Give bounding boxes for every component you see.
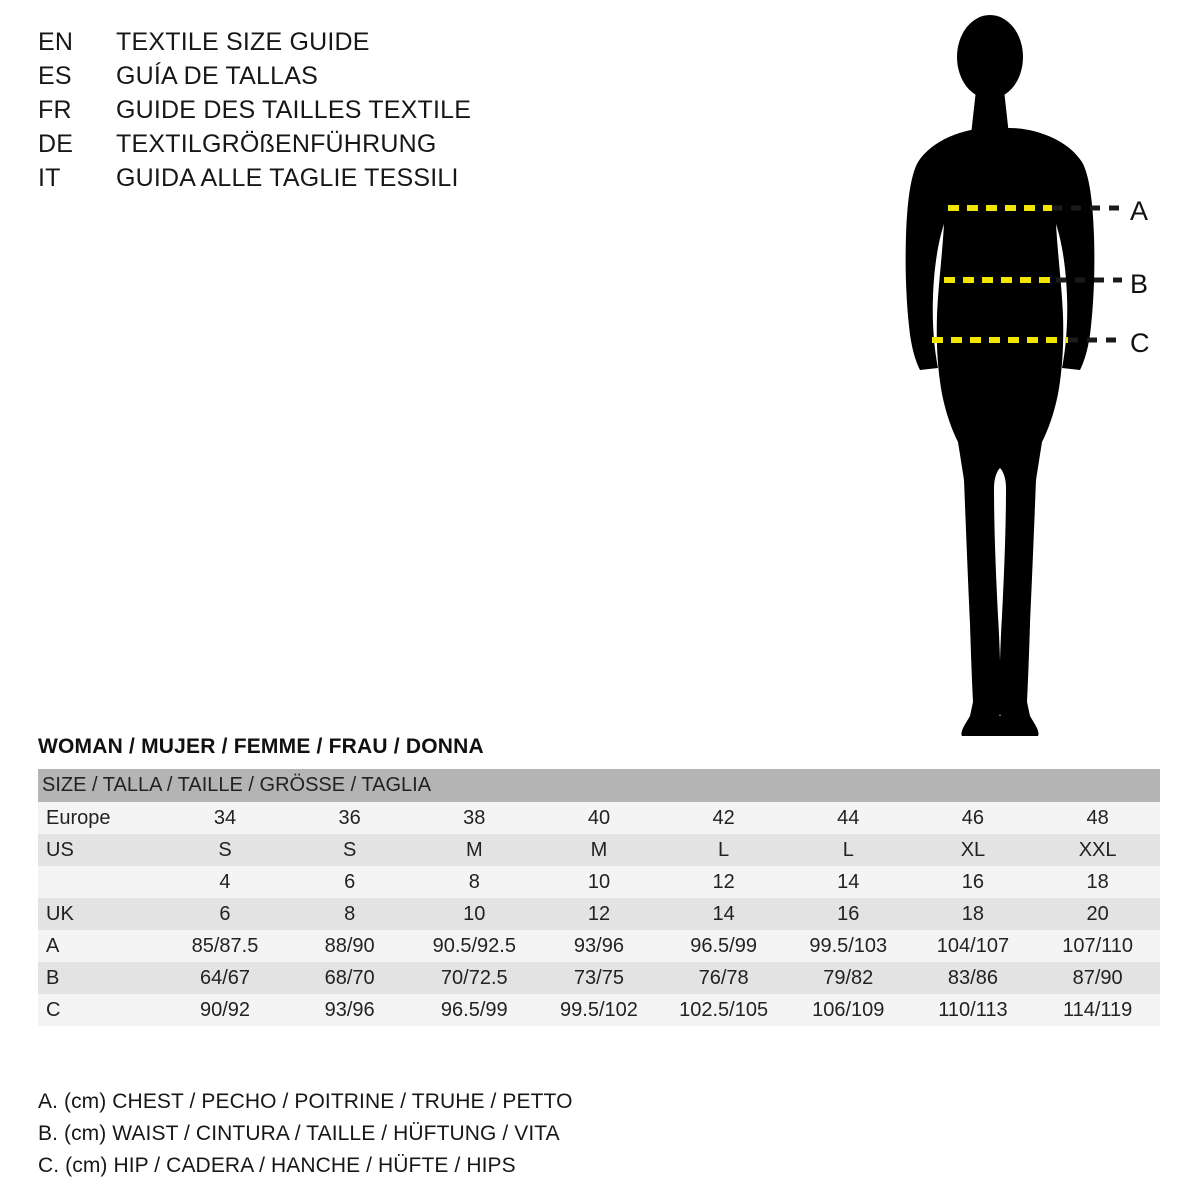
language-title: TEXTILGRÖßENFÜHRUNG (116, 130, 437, 158)
table-row (38, 802, 1160, 834)
table-cell: 46 (911, 802, 1036, 834)
figure-label-a: A (1130, 196, 1149, 226)
size-table-section (38, 735, 1160, 1026)
table-cell: 40 (537, 802, 662, 834)
table-cell: 99.5/103 (786, 930, 911, 962)
table-cell: 10 (537, 866, 662, 898)
language-title: GUIDE DES TAILLES TEXTILE (116, 96, 472, 124)
table-cell: 12 (661, 866, 786, 898)
table-cell: 12 (537, 898, 662, 930)
table-header-label: SIZE / TALLA / TAILLE / GRÖSSE / TAGLIA (38, 769, 1160, 802)
table-cell: 42 (661, 802, 786, 834)
table-header-row (38, 769, 1160, 802)
row-label: C (38, 994, 163, 1026)
table-row (38, 898, 1160, 930)
female-body-silhouette-icon (860, 10, 1190, 750)
language-code: EN (38, 28, 74, 56)
row-label: A (38, 930, 163, 962)
table-cell: 16 (911, 866, 1036, 898)
table-caption: WOMAN / MUJER / FEMME / FRAU / DONNA (38, 735, 484, 758)
table-cell: M (412, 834, 537, 866)
table-cell: 38 (412, 802, 537, 834)
language-title: GUÍA DE TALLAS (116, 62, 318, 90)
table-cell: L (661, 834, 786, 866)
table-row (38, 866, 1160, 898)
table-cell: 64/67 (163, 962, 288, 994)
table-cell: 90/92 (163, 994, 288, 1026)
table-cell: 48 (1035, 802, 1160, 834)
table-cell: 114/119 (1035, 994, 1160, 1026)
table-cell: 83/86 (911, 962, 1036, 994)
table-cell: 68/70 (287, 962, 412, 994)
table-cell: 70/72.5 (412, 962, 537, 994)
row-label (38, 866, 163, 898)
table-cell: 14 (786, 866, 911, 898)
table-cell: XXL (1035, 834, 1160, 866)
language-row (38, 130, 658, 164)
table-cell: 8 (287, 898, 412, 930)
language-header-block (38, 28, 658, 198)
table-cell: XL (911, 834, 1036, 866)
table-cell: 96.5/99 (412, 994, 537, 1026)
body-figure-area (860, 10, 1190, 750)
legend-line-a: A. (cm) CHEST / PECHO / POITRINE / TRUHE / PETTO (38, 1090, 573, 1113)
table-cell: 18 (911, 898, 1036, 930)
row-label: US (38, 834, 163, 866)
language-row (38, 28, 658, 62)
table-row (38, 962, 1160, 994)
table-cell: M (537, 834, 662, 866)
table-cell: 93/96 (537, 930, 662, 962)
table-cell: 88/90 (287, 930, 412, 962)
table-cell: S (287, 834, 412, 866)
table-cell: 10 (412, 898, 537, 930)
table-cell: 93/96 (287, 994, 412, 1026)
table-cell: 104/107 (911, 930, 1036, 962)
row-label: B (38, 962, 163, 994)
table-cell: 6 (287, 866, 412, 898)
table-row (38, 930, 1160, 962)
table-cell: L (786, 834, 911, 866)
language-row (38, 96, 658, 130)
table-cell: 99.5/102 (537, 994, 662, 1026)
size-table (38, 769, 1160, 1026)
table-cell: 73/75 (537, 962, 662, 994)
table-cell: 96.5/99 (661, 930, 786, 962)
table-cell: 102.5/105 (661, 994, 786, 1026)
table-cell: 76/78 (661, 962, 786, 994)
language-code: IT (38, 164, 61, 192)
row-label: Europe (38, 802, 163, 834)
legend-line-c: C. (cm) HIP / CADERA / HANCHE / HÜFTE / HIPS (38, 1154, 516, 1177)
table-cell: 6 (163, 898, 288, 930)
table-cell: 36 (287, 802, 412, 834)
figure-label-c: C (1130, 328, 1150, 358)
table-cell: 18 (1035, 866, 1160, 898)
language-code: DE (38, 130, 74, 158)
language-code: ES (38, 62, 72, 90)
table-cell: 87/90 (1035, 962, 1160, 994)
language-title: TEXTILE SIZE GUIDE (116, 28, 370, 56)
table-cell: 85/87.5 (163, 930, 288, 962)
table-row (38, 994, 1160, 1026)
measurement-legend (38, 1090, 838, 1186)
table-cell: 4 (163, 866, 288, 898)
legend-line-b: B. (cm) WAIST / CINTURA / TAILLE / HÜFTUNG / VITA (38, 1122, 560, 1145)
table-cell: 106/109 (786, 994, 911, 1026)
table-cell: 14 (661, 898, 786, 930)
table-cell: 90.5/92.5 (412, 930, 537, 962)
table-cell: 20 (1035, 898, 1160, 930)
language-title: GUIDA ALLE TAGLIE TESSILI (116, 164, 459, 192)
table-cell: 107/110 (1035, 930, 1160, 962)
table-row (38, 834, 1160, 866)
table-cell: 44 (786, 802, 911, 834)
language-row (38, 164, 658, 198)
table-cell: 34 (163, 802, 288, 834)
language-code: FR (38, 96, 72, 124)
table-cell: 16 (786, 898, 911, 930)
table-cell: 110/113 (911, 994, 1036, 1026)
table-cell: 79/82 (786, 962, 911, 994)
language-row (38, 62, 658, 96)
table-cell: 8 (412, 866, 537, 898)
table-cell: S (163, 834, 288, 866)
row-label: UK (38, 898, 163, 930)
figure-label-b: B (1130, 269, 1149, 299)
